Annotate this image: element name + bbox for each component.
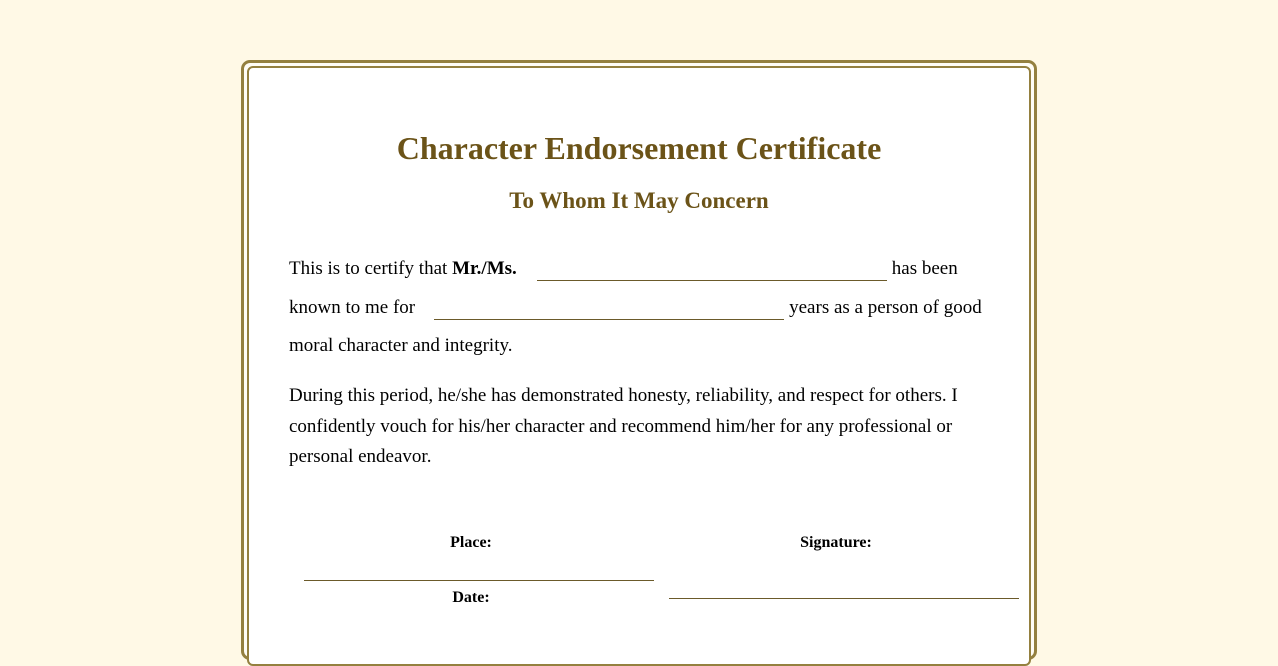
years-blank-field[interactable] (434, 295, 784, 320)
place-label: Place: (450, 534, 492, 551)
endorsement-paragraph: During this period, he/she has demonstrated honesty, reliability, and respect for others. I confidently vouch for his/her character and recommend him/her for any professional or personal endeavor. (289, 385, 958, 467)
honorific-label: Mr./Ms. (452, 258, 517, 279)
certificate-subtitle: To Whom It May Concern (509, 188, 769, 213)
place-line[interactable] (304, 580, 654, 581)
certification-paragraph (289, 250, 991, 366)
known-for-text: has been known to me for (289, 258, 958, 318)
certificate-title: Character Endorsement Certificate (396, 130, 882, 166)
signature-line[interactable] (669, 598, 1019, 599)
moral-character-text: years as a person of good moral character and integrity. (289, 296, 982, 356)
signature-label: Signature: (800, 534, 872, 551)
certify-prefix-text: This is to certify that (289, 258, 453, 279)
name-blank-field[interactable] (537, 256, 887, 281)
date-label: Date: (452, 589, 490, 606)
